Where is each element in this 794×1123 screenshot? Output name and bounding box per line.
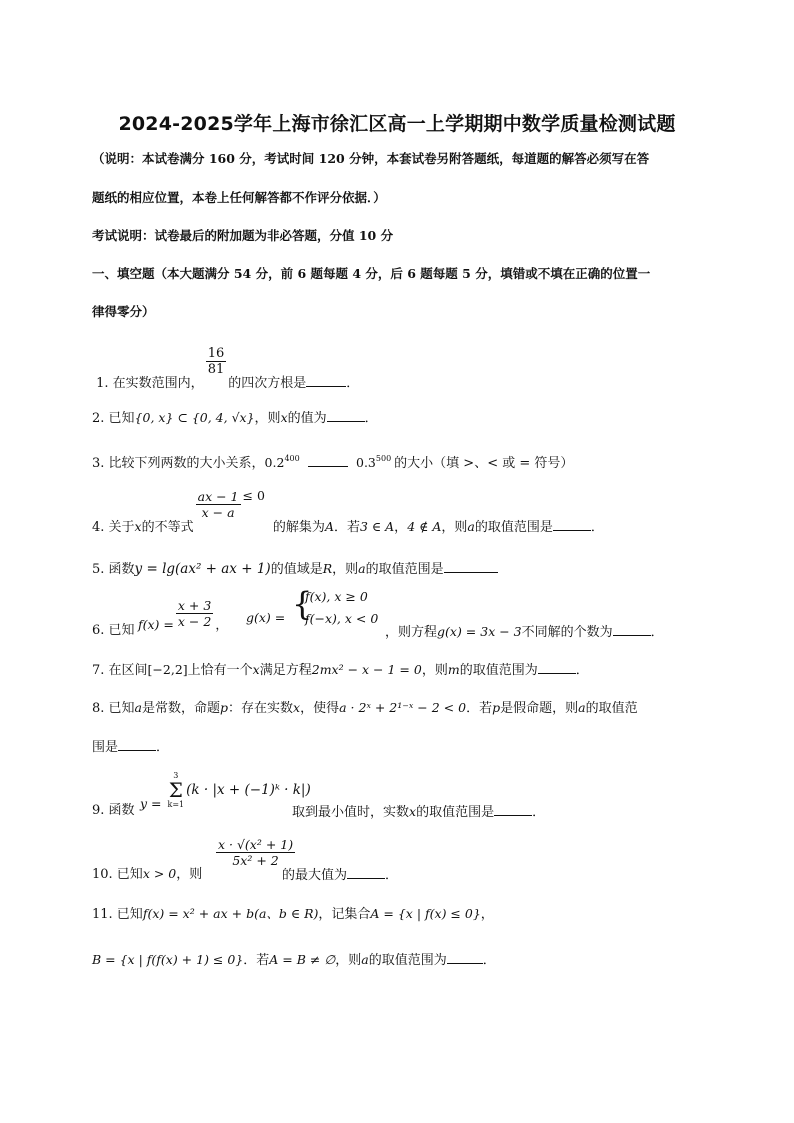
question-6-tail: ，则方程g(x) = 3x − 3不同解的个数为 ． (385, 624, 664, 640)
question-11: 11. 已知f(x) = x² + ax + b(a、b ∈ R)，记集合A = {x | f(x) ≤ 0}， (92, 906, 494, 922)
question-7: 7. 在区间[−2,2]上恰有一个x满足方程2mx² − x − 1 = 0，则m的取值范围为 ． (92, 662, 589, 678)
math-g-piecewise: g(x) = (246, 610, 286, 625)
question-8-line-2: 围是 ． (92, 740, 170, 755)
fraction-16-81: $\frac{16}{81}$ (207, 346, 225, 377)
answer-blank-4[interactable] (553, 518, 591, 531)
math-f-definition: f(x) = $\frac{x + 3}{x - 2}$ ， (138, 598, 228, 632)
answer-blank-10[interactable] (347, 866, 385, 879)
answer-blank-8[interactable] (118, 738, 156, 751)
answer-blank-6[interactable] (613, 623, 651, 636)
fraction-inequality: $\frac{ax - 1}{x - a}$ (197, 489, 239, 520)
math-summation: y = 3 Σ k=1 (k · |x + (−1)ᵏ · k|) (140, 771, 311, 811)
instructions-line-1: （说明：本试卷满分 160 分，考试时间 120 分钟，本套试卷另附答题纸，每道题的解答必须写在答 (92, 151, 650, 166)
question-2: 2. 已知{0, x} ⊂ {0, 4, √x}，则x的值为 ． (92, 410, 378, 426)
section-heading-line-2: 律得零分） (92, 304, 155, 319)
question-1: 1. 在实数范围内， $\frac{16}{81}$ 的四次方根是 ． (96, 346, 360, 391)
fraction-max-expression: $\frac{\text{x · √(x² + 1)}}{\text{5x² + 2}}$ (218, 837, 294, 868)
math-set-subset: {0, x} ⊂ {0, 4, √x} (134, 410, 255, 425)
answer-blank-1[interactable] (306, 374, 346, 387)
page-title: 2024-2025学年上海市徐汇区高一上学期期中数学质量检测试题 (118, 113, 676, 135)
question-4: 4. 关于x的不等式 $\frac{ax - 1}{x - a}$ ≤ 0的解集为A．若3 ∈ A，4 ∉ A，则a的取值范围是 ． (92, 488, 604, 535)
question-11-line-2: B = {x | f(f(x) + 1) ≤ 0}．若A = B ≠ ∅，则a的取值范围为 ． (92, 952, 496, 968)
answer-blank-5[interactable] (444, 560, 498, 573)
question-8: 8. 已知a是常数，命题p：存在实数x，使得a · 2ˣ + 2¹⁻ˣ − 2 < 0．若p是假命题，则a的取值范 (92, 700, 638, 716)
answer-blank-7[interactable] (538, 661, 576, 674)
piecewise-case-1: f(x), x ≥ 0 (305, 589, 368, 604)
question-9-tail: 取到最小值时，实数x的取值范围是 ． (292, 804, 546, 820)
answer-blank-11[interactable] (447, 951, 483, 964)
math-log-function: y = lg(ax² + ax + 1) (134, 561, 271, 577)
exam-note: 考试说明：试卷最后的附加题为非必答题，分值 10 分 (92, 228, 394, 243)
question-6-text: 6. 已知 (92, 623, 135, 638)
piecewise-case-2: f(−x), x < 0 (305, 611, 379, 626)
question-3: 3. 比较下列两数的大小关系，$0.2^{400}$ $0.3^{500}$ 的大小（填 >、< 或 = 符号） (92, 454, 574, 471)
question-10-text: 10. 已知x > 0，则 (92, 866, 203, 882)
sigma-symbol: Σ (168, 778, 183, 802)
answer-blank-3[interactable] (308, 454, 348, 467)
question-5: 5. 函数y = lg(ax² + ax + 1)的值域是R，则a的取值范围是 (92, 560, 498, 578)
answer-blank-9[interactable] (494, 803, 532, 816)
answer-blank-2[interactable] (327, 409, 365, 422)
piecewise-brace: { (292, 585, 313, 623)
question-9-text: 9. 函数 (92, 803, 135, 818)
instructions-line-2: 题纸的相应位置，本卷上任何解答都不作评分依据．） (92, 190, 386, 205)
section-heading-fill-blank: 一、填空题（本大题满分 54 分，前 6 题每题 4 分，后 6 题每题 5 分，填错或不填在正确的位置一 (92, 266, 651, 281)
question-10-tail: 的最大值为 ． (282, 868, 399, 883)
